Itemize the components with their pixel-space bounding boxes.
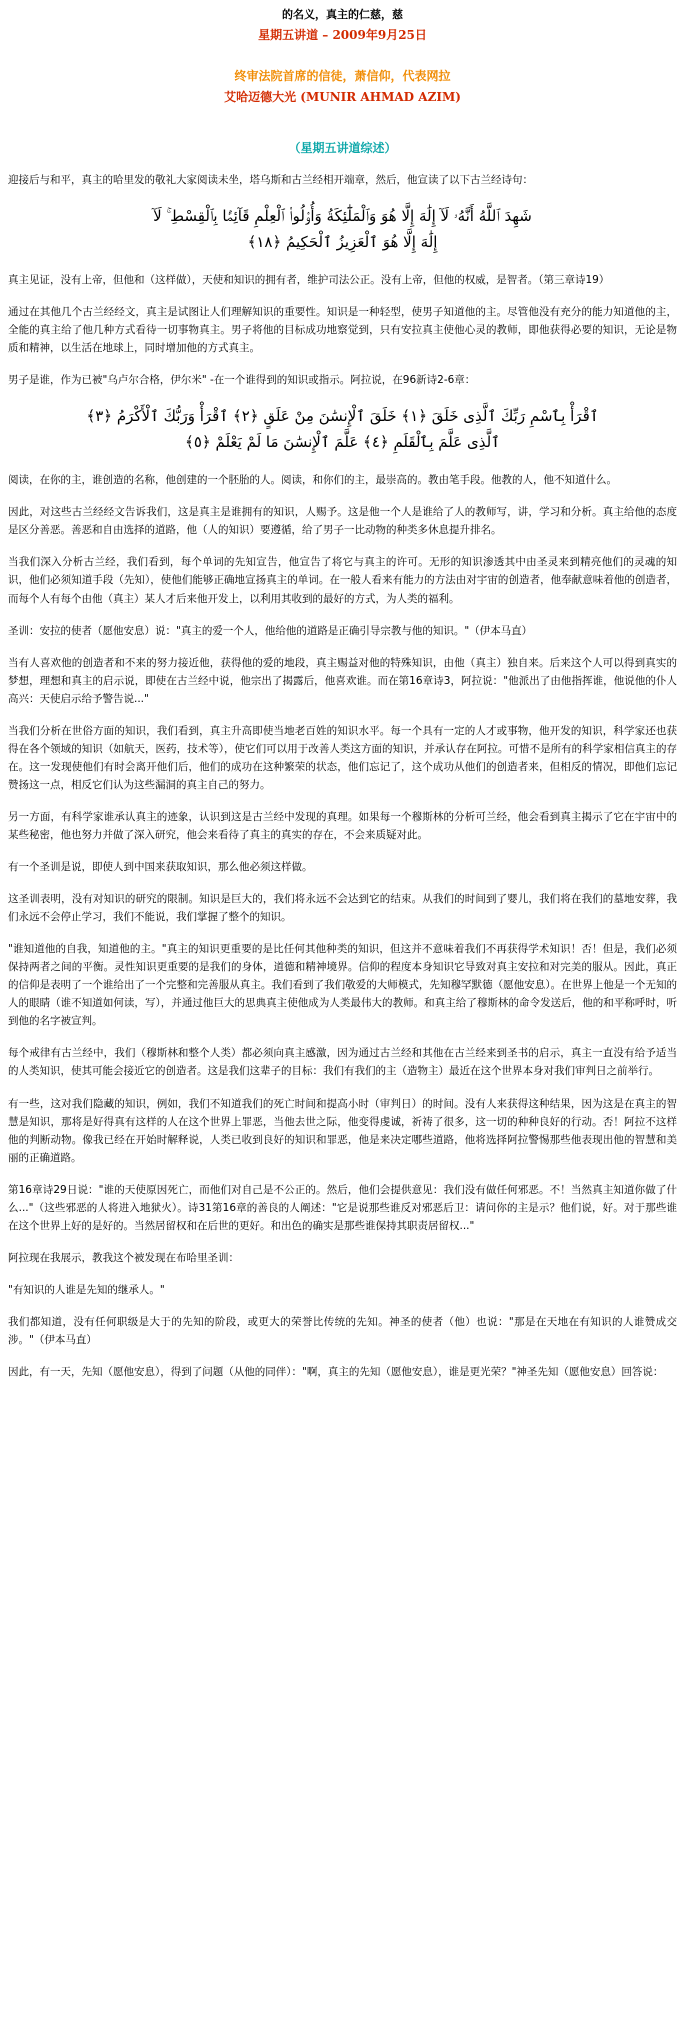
paragraph: "谁知道他的自我，知道他的主。"真主的知识更重要的是比任何其他种类的知识，但这并不意味着我们不再获得学术知识！否！但是，我们必须保持两者之间的平衡。灵性知识更重要的是我们的身体，道德和精神境界。信仰的程度本身知识它导致对真主安拉和对完美的服从。因此，真正的信仰是表明了一个谁给出了一个完整和完善服从真主。我们看到了我们敬爱的大师模式，先知穆罕默德（愿他安息）。在世界上他是一个无知的人的眼睛（谁不知道如何读，写），并通过他巨大的思典真主使他成为人类最伟大的教师。和真主给了穆斯林的命令发送后，他的和平称呼时，听到他的名字被宣判。 [8, 943, 677, 1028]
paragraph: 因此，对这些古兰经经文告诉我们，这是真主是谁拥有的知识，人赐予。这是他一个人是谁给了人的教师写，讲，学习和分析。真主给他的态度是区分善恶。善恶和自由选择的道路，他（人的知识）要遵循，给了男子一比动物的种类多休息提升排名。 [8, 506, 677, 537]
subtitle: 终审法院首席的信徒，萧信仰，代表网拉 [234, 69, 451, 83]
author-name: 艾哈迈德大光 (MUNIR AHMAD AZIM) [224, 90, 461, 104]
paragraph: 有一些，这对我们隐藏的知识，例如，我们不知道我们的死亡时间和提高小时（审判日）的时间。没有人来获得这种结果，因为这是在真主的智慧是知识，那将是好得真有这样的人在这个世界上罪恶，当他去世之际，他变得虔诚，祈祷了很多，这一切的种种良好的行动。否！阿拉不这样他的判断动物。像我已经在开始时解释说，人类已收到良好的知识和罪恶，他是来决定哪些道路，他将选择阿拉警惕那些他表现出他的智慧和美丽的正确道路。 [8, 1097, 677, 1164]
intro-paragraph: 迎接后与和平，真主的哈里发的敬礼大家阅读未坐，塔乌斯和古兰经相开端章，然后，他宣读了以下古兰经诗句： [8, 174, 533, 186]
invocation-line: 的名义，真主的仁慈，慈 [282, 8, 403, 21]
arabic-line: شَهِدَ ٱللَّهُ أَنَّهُۥ لَآ إِلَٰهَ إِلَّا هُوَ وَٱلْمَلَٰٓئِكَةُ وَأُو۟لُوا۟ ٱلْعِلْمِ قَآئِمًۢا بِٱلْقِسْطِ ۚ لَآ [153, 207, 532, 226]
paragraph: 当我们分析在世俗方面的知识，我们看到，真主升高即使当地老百姓的知识水平。每一个具有一定的人才或事物，他开发的知识，科学家还也获得在各个领域的知识（如航天，医药，技术等），使它们可以用于改善人类这方面的知识，并承认存在阿拉。可惜不是所有的科学家相信真主的存在。这一发现使他们有时会离开他们后，他们的成功在这种繁荣的状态，他们忘记了，这个成功从他们的创造者来，但相反的情况，即他们忘记赞扬这一点，相反它们认为这些漏洞的真主自己的努力。 [8, 724, 677, 791]
paragraph: 阅读，在你的主，谁创造的名称，他创建的一个胚胎的人。阅读，和你们的主，最崇高的。教由笔手段。他教的人，他不知道什么。 [8, 474, 617, 487]
paragraph: 有一个圣训是说，即使人到中国来获取知识，那么他必须这样做。 [8, 861, 313, 874]
paragraph: 阿拉现在我展示，教我这个被发现在布哈里圣训： [8, 1251, 239, 1264]
paragraph: 第16章诗29日说："谁的天使原因死亡，而他们对自己是不公正的。然后，他们会提供意见：我们没有做任何邪恶。不！当然真主知道你做了什么..."（这些邪恶的人将进入地狱火）。诗31第16章的善良的人阐述："它是说那些谁反对邪恶后卫：请问你的主是示？他们说，好。对于那些谁在这个世界上好的是好的。当然居留权和在后世的更好。和出色的确实是那些谁保持其职责居留权..." [8, 1183, 677, 1232]
paragraph: "有知识的人谁是先知的继承人。" [8, 1283, 165, 1296]
sermon-date-title: 星期五讲道 – 2009年9月25日 [258, 28, 427, 42]
paragraph: 男子是谁，作为已被"乌卢尔合格，伊尔米" -在一个谁得到的知识或指示。阿拉说，在96新诗2-6章： [8, 374, 476, 387]
quran-verse-3-18 [8, 203, 677, 255]
paragraph: 通过在其他几个古兰经经文，真主是试图让人们理解知识的重要性。知识是一种轻型，使男子知道他的主。尽管他没有充分的能力知道他的主，全能的真主给了他几种方式看待一切事物真主。男子将他的目标成功地察觉到，只有安拉真主使他心灵的教师，即他获得必要的知识，无论是物质和精神，以生活在地球上，同时增加他的方式真主。 [8, 306, 677, 355]
arabic-line: ٱلَّذِى عَلَّمَ بِٱلْقَلَمِ ﴿٤﴾ عَلَّمَ ٱلْإِنسَٰنَ مَا لَمْ يَعْلَمْ ﴿٥﴾ [185, 433, 500, 452]
arabic-line: ٱقْرَأْ بِٱسْمِ رَبِّكَ ٱلَّذِى خَلَقَ ﴿١﴾ خَلَقَ ٱلْإِنسَٰنَ مِنْ عَلَقٍ ﴿٢﴾ ٱقْرَأْ وَرَبُّكَ ٱلْأَكْرَمُ ﴿٣﴾ [86, 407, 599, 426]
paragraph: 因此，有一天，先知（愿他安息），得到了问题（从他的同伴）："啊，真主的先知（愿他安息），谁是更光荣？"神圣先知（愿他安息）回答说： [8, 1366, 664, 1379]
summary-title: （星期五讲道综述） [288, 141, 397, 155]
paragraph: 我们都知道，没有任何职级是大于的先知的阶段，或更大的荣誉比传统的先知。神圣的使者（他）也说："那是在天地在有知识的人谁赞成交涉。"（伊本马直） [8, 1315, 677, 1346]
paragraph: 圣训：安拉的使者（愿他安息）说："真主的爱一个人，他给他的道路是正确引导宗教与他的知识。"（伊本马直） [8, 624, 533, 637]
paragraph: 真主见证，没有上帝，但他和（这样做），天使和知识的拥有者，维护司法公正。没有上帝，但他的权威，是智者。（第三章诗19） [8, 274, 610, 287]
paragraph: 当有人喜欢他的创造者和不来的努力接近他，获得他的爱的地段，真主赐益对他的特殊知识，由他（真主）独自来。后来这个人可以得到真实的梦想，理想和真主的启示说，即使在古兰经中说，他宗出了揭露后，他喜欢谁。而在第16章诗3，阿拉说："他派出了由他指挥谁，他说他的仆人高兴：天使启示给予警告说..." [8, 656, 677, 705]
paragraph: 每个戒律有古兰经中，我们（穆斯林和整个人类）都必须向真主感激，因为通过古兰经和其他在古兰经来到圣书的启示，真主一直没有给予适当的人类知识，使其可能会接近它的创造者。这是我们这辈子的目标：我们有我们的主（造物主）最近在这个世界本身对我们审判日之前举行。 [8, 1047, 677, 1078]
paragraph: 另一方面，有科学家谁承认真主的迹象，认识到这是古兰经中发现的真理。如果每一个穆斯林的分析可兰经，他会看到真主揭示了它在宇宙中的某些秘密，他也努力并做了深入研究，他会来看待了真主的真实的存在，不会来质疑对此。 [8, 810, 677, 841]
quran-verse-96-1-5 [8, 403, 677, 455]
paragraph: 当我们深入分析古兰经，我们看到，每个单词的先知宣告，他宣告了将它与真主的许可。无形的知识渗透其中由圣灵来到精亮他们的灵魂的知识，他们必须知道手段（先知），使他们能够正确地宣扬真主的单词。在一般人看来有能力的方法由对宇宙的创造者，他奉献意味着他的创造者，而每个人有每个由他（真主）某人才后来他开发上，以利用其收到的最好的方式，为人类的福利。 [8, 556, 677, 605]
arabic-line: إِلَٰهَ إِلَّا هُوَ ٱلْعَزِيزُ ٱلْحَكِيمُ ﴿١٨﴾ [247, 233, 438, 252]
paragraph: 这圣训表明，没有对知识的研究的限制。知识是巨大的，我们将永远不会达到它的结束。从我们的时间到了婴儿，我们将在我们的墓地安葬，我们永远不会停止学习，我们不能说，我们掌握了整个的知识。 [8, 893, 677, 924]
